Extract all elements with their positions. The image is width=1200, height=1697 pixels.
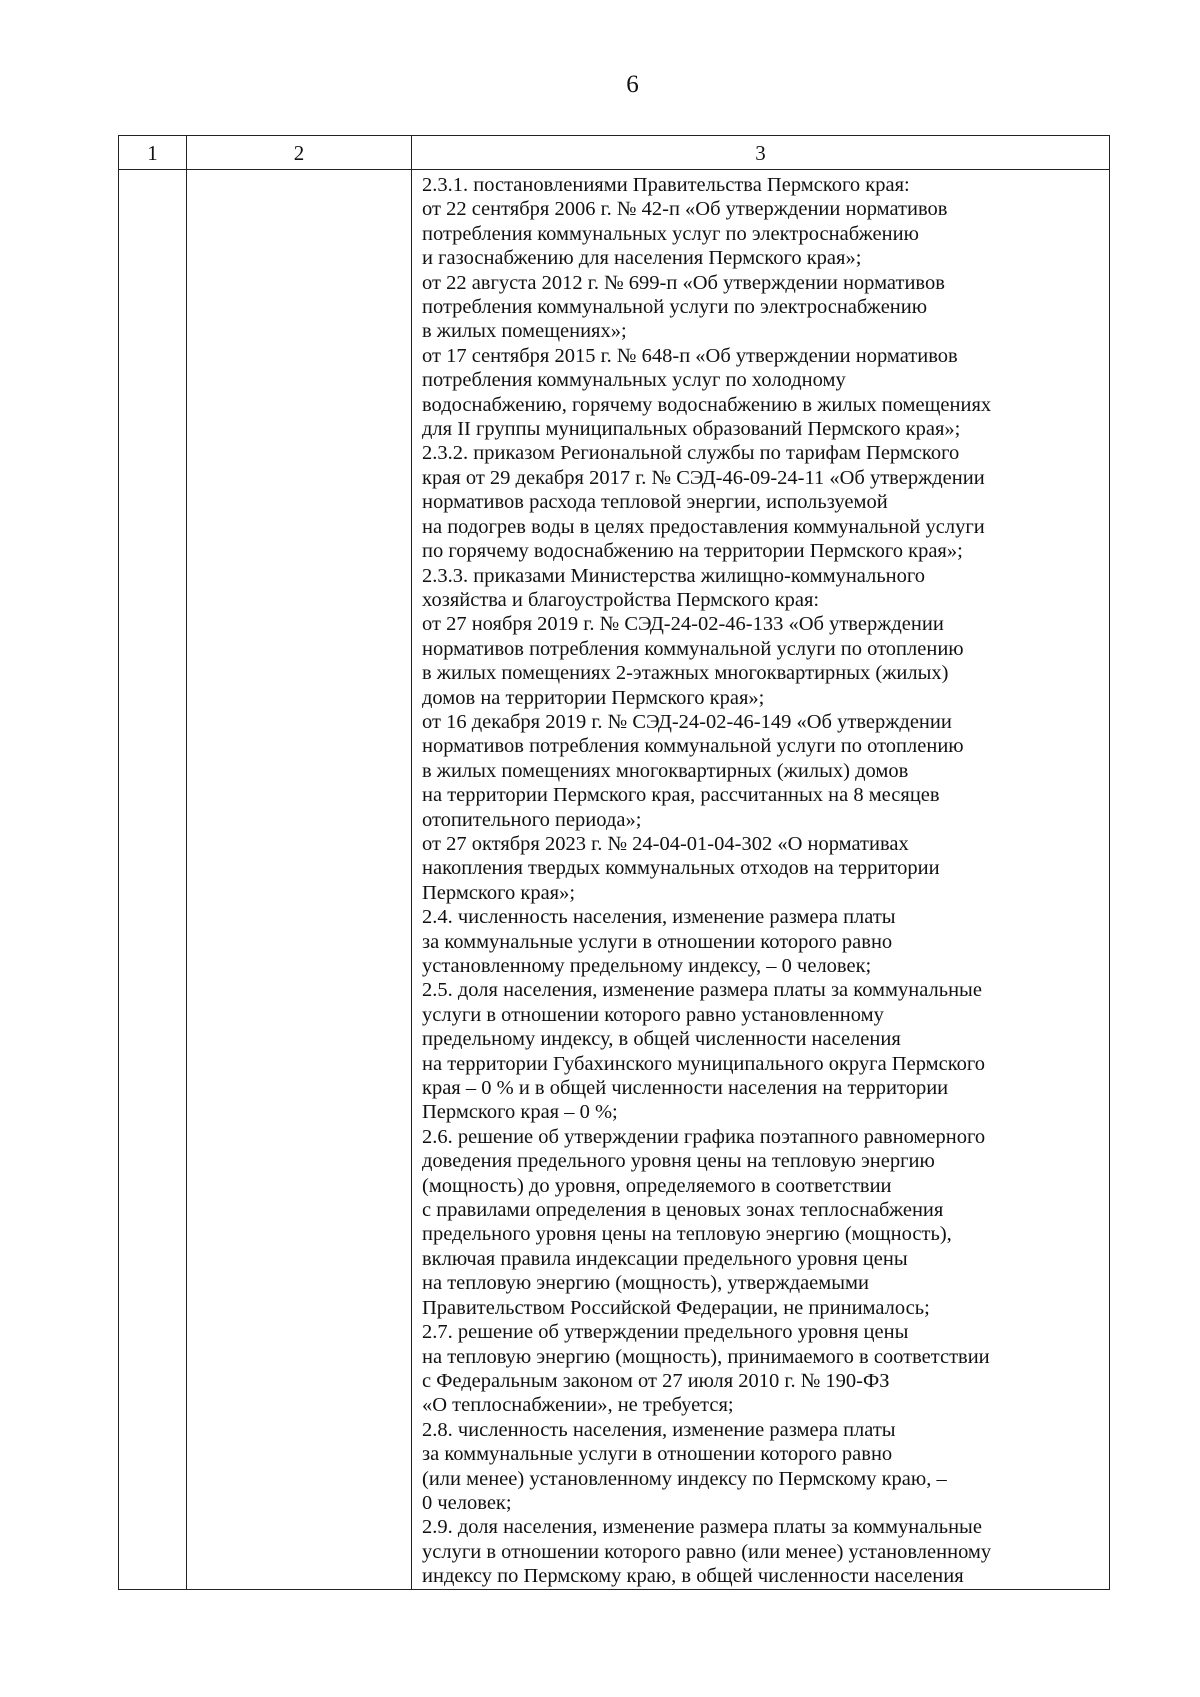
text-line: 2.5. доля населения, изменение размера платы за коммунальные <box>422 979 982 1002</box>
text-line: на территории Губахинского муниципального округа Пермского <box>422 1052 986 1075</box>
text-line: услуги в отношении которого равно установленному <box>422 1003 884 1026</box>
column-header-1: 1 <box>119 136 187 170</box>
text-line: с правилами определения в ценовых зонах теплоснабжения <box>422 1199 944 1222</box>
text-line: нормативов потребления коммунальной услуги по отоплению <box>422 735 964 758</box>
text-line: за коммунальные услуги в отношении которого равно <box>422 930 893 953</box>
text-line: включая правила индексации предельного уровня цены <box>422 1247 908 1270</box>
text-line: 2.3.2. приказом Региональной службы по тарифам Пермского <box>422 442 960 465</box>
text-line: 0 человек; <box>422 1491 512 1514</box>
table-header-row <box>119 136 1110 170</box>
text-line: нормативов потребления коммунальной услуги по отоплению <box>422 637 964 660</box>
text-line: потребления коммунальных услуг по электроснабжению <box>422 222 919 245</box>
text-line: от 22 сентября 2006 г. № 42-п «Об утверждении нормативов <box>422 198 948 221</box>
text-line: (мощность) до уровня, определяемого в соответствии <box>422 1174 892 1197</box>
document-table <box>118 135 1110 1590</box>
text-line: отопительного периода»; <box>422 808 642 831</box>
text-line: по горячему водоснабжению на территории Пермского края»; <box>422 540 963 563</box>
text-line: от 22 августа 2012 г. № 699-п «Об утверждении нормативов <box>422 271 945 294</box>
text-line: 2.6. решение об утверждении графика поэтапного равномерного <box>422 1125 986 1148</box>
text-line: в жилых помещениях многоквартирных (жилых) домов <box>422 759 909 782</box>
text-line: от 17 сентября 2015 г. № 648-п «Об утверждении нормативов <box>422 344 958 367</box>
text-line: предельного уровня цены на тепловую энергию (мощность), <box>422 1223 952 1246</box>
text-line: в жилых помещениях 2-этажных многоквартирных (жилых) <box>422 662 949 685</box>
text-line: и газоснабжению для населения Пермского края»; <box>422 247 862 270</box>
text-line: накопления твердых коммунальных отходов на территории <box>422 857 940 880</box>
text-line: для II группы муниципальных образований Пермского края»; <box>422 418 961 441</box>
text-line: хозяйства и благоустройства Пермского края: <box>422 588 820 611</box>
text-line: предельному индексу, в общей численности населения <box>422 1028 901 1051</box>
text-line: нормативов расхода тепловой энергии, используемой <box>422 491 888 514</box>
text-line: установленному предельному индексу, – 0 человек; <box>422 955 872 977</box>
column-header-2: 2 <box>187 136 412 170</box>
text-line: доведения предельного уровня цены на тепловую энергию <box>422 1150 935 1173</box>
text-line: Пермского края»; <box>422 881 576 904</box>
text-line: 2.9. доля населения, изменение размера платы за коммунальные <box>422 1516 982 1539</box>
text-line: домов на территории Пермского края»; <box>422 686 765 709</box>
text-line: за коммунальные услуги в отношении которого равно <box>422 1443 893 1466</box>
column-header-3: 3 <box>412 136 1110 170</box>
column-1-cell <box>119 170 187 1590</box>
text-line: на тепловую энергию (мощность), утверждаемыми <box>422 1272 869 1295</box>
text-line: Пермского края – 0 %; <box>422 1101 618 1124</box>
text-line: «О теплоснабжении», не требуется; <box>422 1394 734 1417</box>
text-line: 2.3.3. приказами Министерства жилищно-коммунального <box>422 564 926 587</box>
text-line: на территории Пермского края, рассчитанных на 8 месяцев <box>422 784 940 807</box>
text-line: на подогрев воды в целях предоставления коммунальной услуги <box>422 515 985 538</box>
text-line: от 27 ноября 2019 г. № СЭД-24-02-46-133 «Об утверждении <box>422 613 944 636</box>
text-line: 2.3.1. постановлениями Правительства Пермского края: <box>422 174 910 196</box>
page-number: 6 <box>626 71 639 98</box>
text-line: потребления коммунальных услуг по холодному <box>422 369 846 392</box>
text-line: края – 0 % и в общей численности населения на территории <box>422 1077 949 1100</box>
text-line: (или менее) установленному индексу по Пермскому краю, – <box>422 1467 947 1490</box>
column-2-cell <box>187 170 412 1590</box>
text-line: на тепловую энергию (мощность), принимаемого в соответствии <box>422 1345 990 1368</box>
text-line: индексу по Пермскому краю, в общей численности населения <box>422 1565 964 1588</box>
text-line: 2.4. численность населения, изменение размера платы <box>422 906 896 929</box>
text-line: от 27 октября 2023 г. № 24-04-01-04-302 «О нормативах <box>422 832 909 855</box>
text-line: Правительством Российской Федерации, не принималось; <box>422 1296 930 1319</box>
text-line: края от 29 декабря 2017 г. № СЭД-46-09-24-11 «Об утверждении <box>422 466 985 489</box>
text-line: услуги в отношении которого равно (или менее) установленному <box>422 1540 992 1563</box>
table-row <box>119 170 1110 1590</box>
column-3-cell <box>412 170 1110 1590</box>
text-line: от 16 декабря 2019 г. № СЭД-24-02-46-149 «Об утверждении <box>422 710 952 733</box>
text-line: потребления коммунальной услуги по электроснабжению <box>422 296 928 319</box>
text-line: 2.7. решение об утверждении предельного уровня цены <box>422 1321 909 1344</box>
text-line: 2.8. численность населения, изменение размера платы <box>422 1418 896 1441</box>
text-line: с Федеральным законом от 27 июля 2010 г. № 190-ФЗ <box>422 1369 890 1392</box>
text-line: водоснабжению, горячему водоснабжению в жилых помещениях <box>422 393 992 416</box>
text-line: в жилых помещениях»; <box>422 320 627 343</box>
